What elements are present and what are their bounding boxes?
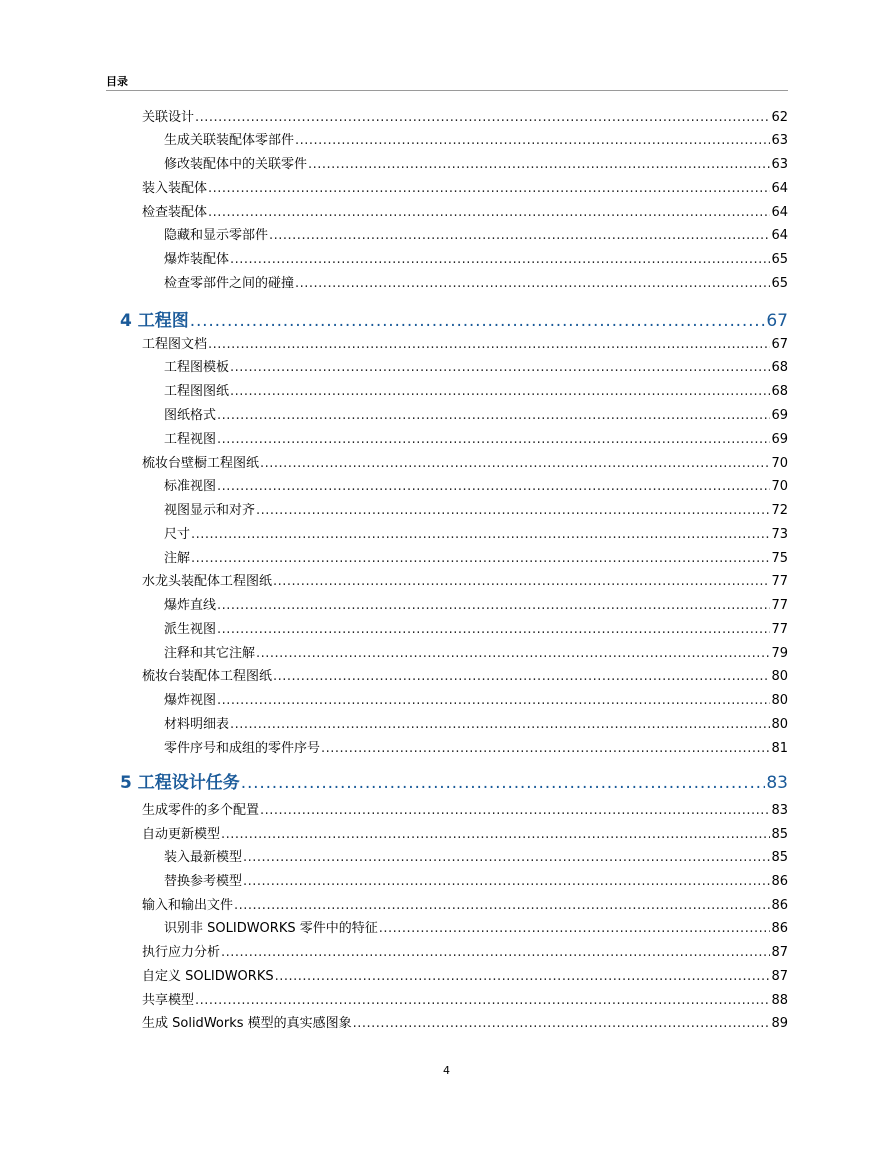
toc-entry-title: 标准视图 bbox=[164, 479, 217, 494]
toc-dot-leader bbox=[273, 668, 770, 685]
toc-entry-page: 85 bbox=[771, 850, 788, 865]
toc-dot-leader bbox=[321, 740, 770, 757]
toc-dot-leader bbox=[275, 968, 771, 985]
toc-dot-leader bbox=[195, 992, 770, 1009]
toc-entry-title: 梳妆台装配体工程图纸 bbox=[142, 669, 273, 684]
toc-dot-leader bbox=[217, 478, 770, 495]
toc-entry[interactable] bbox=[164, 251, 788, 268]
toc-entry-title: 修改装配体中的关联零件 bbox=[164, 157, 308, 172]
toc-entry-title: 梳妆台壁橱工程图纸 bbox=[142, 456, 260, 471]
toc-dot-leader bbox=[230, 251, 770, 268]
toc-entry-page: 70 bbox=[771, 479, 788, 494]
toc-entry-page: 64 bbox=[771, 181, 788, 196]
toc-entry-title: 自定义 SOLIDWORKS bbox=[142, 969, 274, 984]
toc-entry-page: 64 bbox=[771, 228, 788, 243]
toc-dot-leader bbox=[269, 227, 770, 244]
toc-entry-title: 工程视图 bbox=[164, 432, 217, 447]
toc-entry-page: 89 bbox=[771, 1016, 788, 1031]
toc-entry-title: 注释和其它注解 bbox=[164, 646, 256, 661]
toc-dot-leader bbox=[190, 309, 766, 333]
toc-entry-title: 注解 bbox=[164, 551, 191, 566]
toc-entry[interactable] bbox=[164, 645, 788, 662]
toc-entry-title: 5 工程设计任务 bbox=[120, 773, 240, 793]
toc-entry[interactable] bbox=[164, 227, 788, 244]
toc-entry[interactable] bbox=[164, 873, 788, 890]
toc-dot-leader bbox=[256, 645, 770, 662]
toc-entry[interactable] bbox=[164, 275, 788, 292]
toc-entry[interactable] bbox=[142, 668, 788, 685]
toc-entry-page: 65 bbox=[771, 276, 788, 291]
toc-entry-page: 80 bbox=[771, 669, 788, 684]
toc-dot-leader bbox=[260, 455, 770, 472]
toc-entry[interactable] bbox=[142, 944, 788, 961]
toc-entry[interactable] bbox=[142, 573, 788, 590]
toc-entry-page: 79 bbox=[771, 646, 788, 661]
toc-entry-title: 工程图模板 bbox=[164, 360, 230, 375]
toc-dot-leader bbox=[195, 109, 770, 126]
toc-entry[interactable] bbox=[142, 802, 788, 819]
toc-dot-leader bbox=[208, 336, 770, 353]
toc-entry[interactable] bbox=[164, 478, 788, 495]
toc-entry-page: 68 bbox=[771, 384, 788, 399]
toc-entry-title: 视图显示和对齐 bbox=[164, 503, 256, 518]
toc-entry-page: 69 bbox=[771, 432, 788, 447]
toc-entry[interactable] bbox=[142, 968, 788, 985]
toc-dot-leader bbox=[230, 359, 770, 376]
toc-entry-page: 87 bbox=[771, 969, 788, 984]
toc-entry[interactable] bbox=[164, 692, 788, 709]
toc-entry-page: 72 bbox=[771, 503, 788, 518]
toc-entry[interactable] bbox=[142, 336, 788, 353]
toc-entry-page: 81 bbox=[771, 741, 788, 756]
toc-entry-page: 73 bbox=[771, 527, 788, 542]
toc-entry-page: 65 bbox=[771, 252, 788, 267]
toc-entry-title: 隐藏和显示零部件 bbox=[164, 228, 269, 243]
toc-entry-page: 62 bbox=[771, 110, 788, 125]
toc-entry-page: 63 bbox=[771, 157, 788, 172]
toc-dot-leader bbox=[379, 920, 771, 937]
toc-dot-leader bbox=[221, 826, 770, 843]
toc-entry-page: 86 bbox=[771, 921, 788, 936]
toc-entry-page: 68 bbox=[771, 360, 788, 375]
toc-dot-leader bbox=[295, 275, 770, 292]
toc-entry[interactable] bbox=[142, 1015, 788, 1032]
toc-dot-leader bbox=[243, 873, 770, 890]
toc-entry-page: 87 bbox=[771, 945, 788, 960]
toc-entry[interactable] bbox=[164, 502, 788, 519]
toc-dot-leader bbox=[208, 204, 770, 221]
toc-entry[interactable] bbox=[142, 897, 788, 914]
toc-entry-page: 85 bbox=[771, 827, 788, 842]
toc-entry[interactable] bbox=[164, 597, 788, 614]
toc-dot-leader bbox=[217, 407, 770, 424]
toc-entry-page: 77 bbox=[771, 574, 788, 589]
toc-entry-title: 爆炸直线 bbox=[164, 598, 217, 613]
toc-dot-leader bbox=[208, 180, 770, 197]
toc-entry-title: 4 工程图 bbox=[120, 311, 189, 331]
toc-entry-page: 63 bbox=[771, 133, 788, 148]
toc-entry[interactable] bbox=[142, 180, 788, 197]
toc-entry-title: 检查零部件之间的碰撞 bbox=[164, 276, 295, 291]
toc-entry-title: 零件序号和成组的零件序号 bbox=[164, 741, 321, 756]
toc-dot-leader bbox=[295, 132, 770, 149]
toc-entry-page: 86 bbox=[771, 874, 788, 889]
toc-entry[interactable] bbox=[164, 526, 788, 543]
toc-entry[interactable] bbox=[164, 716, 788, 733]
toc-entry[interactable] bbox=[164, 431, 788, 448]
toc-entry-title: 检查装配体 bbox=[142, 205, 208, 220]
toc-entry-page: 67 bbox=[771, 337, 788, 352]
toc-entry[interactable] bbox=[164, 621, 788, 638]
toc-entry-title: 替换参考模型 bbox=[164, 874, 243, 889]
toc-entry-title: 生成关联装配体零部件 bbox=[164, 133, 295, 148]
toc-entry[interactable] bbox=[164, 407, 788, 424]
toc-entry-title: 工程图图纸 bbox=[164, 384, 230, 399]
toc-entry-page: 67 bbox=[766, 311, 788, 331]
toc-dot-leader bbox=[241, 771, 766, 795]
toc-entry[interactable] bbox=[142, 204, 788, 221]
toc-entry-title: 执行应力分析 bbox=[142, 945, 221, 960]
toc-dot-leader bbox=[234, 897, 770, 914]
page-number: 4 bbox=[443, 1064, 450, 1077]
toc-entry-title: 水龙头装配体工程图纸 bbox=[142, 574, 273, 589]
toc-dot-leader bbox=[230, 383, 770, 400]
toc-chapter-entry[interactable] bbox=[120, 309, 788, 333]
toc-entry-title: 爆炸装配体 bbox=[164, 252, 230, 267]
toc-entry-title: 关联设计 bbox=[142, 110, 195, 125]
toc-entry-page: 75 bbox=[771, 551, 788, 566]
toc-entry-page: 77 bbox=[771, 622, 788, 637]
toc-entry-page: 80 bbox=[771, 693, 788, 708]
toc-entry-title: 派生视图 bbox=[164, 622, 217, 637]
toc-entry-title: 爆炸视图 bbox=[164, 693, 217, 708]
running-header: 目录 bbox=[106, 75, 128, 88]
toc-dot-leader bbox=[217, 431, 770, 448]
toc-entry-title: 尺寸 bbox=[164, 527, 191, 542]
toc-entry-page: 80 bbox=[771, 717, 788, 732]
toc-dot-leader bbox=[191, 526, 770, 543]
toc-dot-leader bbox=[308, 156, 770, 173]
toc-entry-page: 70 bbox=[771, 456, 788, 471]
toc-dot-leader bbox=[353, 1015, 771, 1032]
toc-entry[interactable] bbox=[142, 992, 788, 1009]
toc-entry-page: 64 bbox=[771, 205, 788, 220]
toc-entry-title: 装入最新模型 bbox=[164, 850, 243, 865]
toc-dot-leader bbox=[217, 621, 770, 638]
toc-dot-leader bbox=[217, 597, 770, 614]
toc-entry-title: 生成 SolidWorks 模型的真实感图象 bbox=[142, 1016, 352, 1031]
toc-entry-title: 工程图文档 bbox=[142, 337, 208, 352]
toc-entry-title: 装入装配体 bbox=[142, 181, 208, 196]
toc-chapter-entry[interactable] bbox=[120, 771, 788, 795]
toc-dot-leader bbox=[243, 849, 770, 866]
toc-entry-title: 材料明细表 bbox=[164, 717, 230, 732]
toc-entry[interactable] bbox=[142, 109, 788, 126]
toc-entry-title: 图纸格式 bbox=[164, 408, 217, 423]
toc-entry-title: 输入和输出文件 bbox=[142, 898, 234, 913]
toc-entry[interactable] bbox=[164, 849, 788, 866]
toc-entry[interactable] bbox=[164, 740, 788, 757]
toc-entry-page: 86 bbox=[771, 898, 788, 913]
toc-entry-title: 自动更新模型 bbox=[142, 827, 221, 842]
toc-entry-title: 生成零件的多个配置 bbox=[142, 803, 260, 818]
toc-dot-leader bbox=[256, 502, 770, 519]
toc-entry[interactable] bbox=[164, 132, 788, 149]
toc-entry-title: 识别非 SOLIDWORKS 零件中的特征 bbox=[164, 921, 378, 936]
toc-dot-leader bbox=[230, 716, 770, 733]
toc-entry[interactable] bbox=[164, 550, 788, 567]
toc-entry[interactable] bbox=[142, 455, 788, 472]
toc-entry[interactable] bbox=[164, 383, 788, 400]
toc-dot-leader bbox=[273, 573, 770, 590]
toc-entry-page: 83 bbox=[766, 773, 788, 793]
toc-entry-page: 77 bbox=[771, 598, 788, 613]
toc-entry[interactable] bbox=[142, 826, 788, 843]
toc-entry-page: 88 bbox=[771, 993, 788, 1008]
toc-dot-leader bbox=[217, 692, 770, 709]
toc-entry[interactable] bbox=[164, 920, 788, 937]
header-rule bbox=[106, 90, 788, 91]
toc-dot-leader bbox=[260, 802, 770, 819]
toc-dot-leader bbox=[191, 550, 770, 567]
toc-entry-page: 83 bbox=[771, 803, 788, 818]
toc-entry-page: 69 bbox=[771, 408, 788, 423]
toc-entry[interactable] bbox=[164, 156, 788, 173]
toc-entry[interactable] bbox=[164, 359, 788, 376]
toc-dot-leader bbox=[221, 944, 770, 961]
toc-entry-title: 共享模型 bbox=[142, 993, 195, 1008]
